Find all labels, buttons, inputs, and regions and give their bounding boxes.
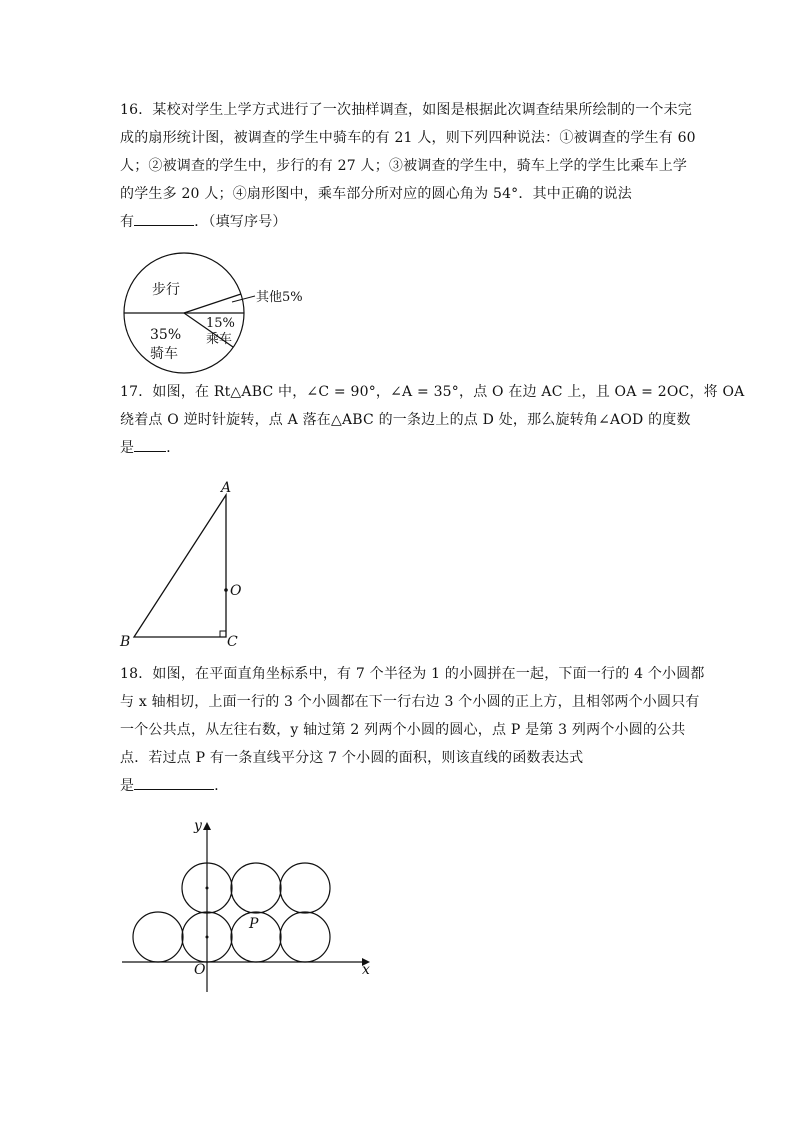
question-18: [120, 660, 705, 800]
q16-line-3: 人；②被调查的学生中，步行的有 27 人；③被调查的学生中，骑车上学的学生比乘车上学: [120, 158, 688, 174]
axis-x-label: x: [362, 962, 370, 978]
q18-answer-blank[interactable]: [134, 773, 214, 790]
pie-label-bike: 骑车: [150, 346, 178, 362]
question-17: [120, 378, 745, 462]
pie-label-bus: 乘车: [206, 332, 233, 347]
q17-triangle-figure: [110, 476, 270, 656]
pie-label-bike-pct: 35%: [150, 327, 182, 343]
q18-line-5-post: ．: [214, 778, 229, 794]
q17-line-2: 绕着点 O 逆时针旋转，点 A 落在△ABC 的一条边上的点 D 处，那么旋转角∠AOD 的度数: [120, 412, 691, 428]
axis-y-label: y: [194, 818, 202, 834]
q16-pie-chart: [110, 246, 330, 376]
q16-line-1: 16．某校对学生上学方式进行了一次抽样调查，如图是根据此次调查结果所绘制的一个未完: [120, 102, 693, 118]
question-16: [120, 96, 696, 236]
q16-line-5: [120, 208, 680, 236]
q18-line-5: [120, 772, 680, 800]
pie-label-walk: 步行: [152, 282, 180, 298]
q16-line-4: 的学生多 20 人；④扇形图中，乘车部分所对应的圆心角为 54°．其中正确的说法: [120, 186, 632, 202]
q16-line-5-post: ．（填写序号）: [194, 214, 287, 230]
origin-o-label: O: [194, 962, 206, 978]
q17-line-3-pre: 是: [120, 440, 135, 456]
vertex-c-label: C: [227, 634, 238, 650]
q17-line-1: 17．如图，在 Rt△ABC 中，∠C = 90°，∠A = 35°，点 O 在边 AC 上，且 OA = 2OC，将 OA: [120, 384, 745, 400]
pie-label-other: 其他5%: [256, 290, 303, 305]
pie-label-bus-pct: 15%: [206, 316, 235, 331]
q17-answer-blank[interactable]: [134, 435, 166, 452]
vertex-a-label: A: [221, 480, 232, 496]
q16-answer-blank[interactable]: [134, 209, 194, 226]
q18-line-4: 点．若过点 P 有一条直线平分这 7 个小圆的面积，则该直线的函数表达式: [120, 750, 584, 766]
q18-line-2: 与 x 轴相切，上面一行的 3 个小圆都在下一行右边 3 个小圆的正上方，且相邻两个小圆只有: [120, 694, 700, 710]
q18-line-5-pre: 是: [120, 778, 135, 794]
vertex-b-label: B: [120, 634, 131, 650]
q18-line-1: 18．如图，在平面直角坐标系中，有 7 个半径为 1 的小圆拼在一起，下面一行的 4 个小圆都: [120, 666, 705, 682]
q16-line-2: 成的扇形统计图，被调查的学生中骑车的有 21 人，则下列四种说法：①被调查的学生有 60: [120, 130, 696, 146]
q18-circles-figure: [110, 812, 380, 1002]
q17-line-3: [120, 434, 680, 462]
point-o-label: O: [230, 583, 242, 599]
q18-line-3: 一个公共点，从左往右数，y 轴过第 2 列两个小圆的圆心，点 P 是第 3 列两个小圆的公共: [120, 722, 686, 738]
point-p-label: P: [249, 916, 259, 932]
q17-line-3-post: ．: [166, 440, 181, 456]
q16-line-5-pre: 有: [120, 214, 135, 230]
